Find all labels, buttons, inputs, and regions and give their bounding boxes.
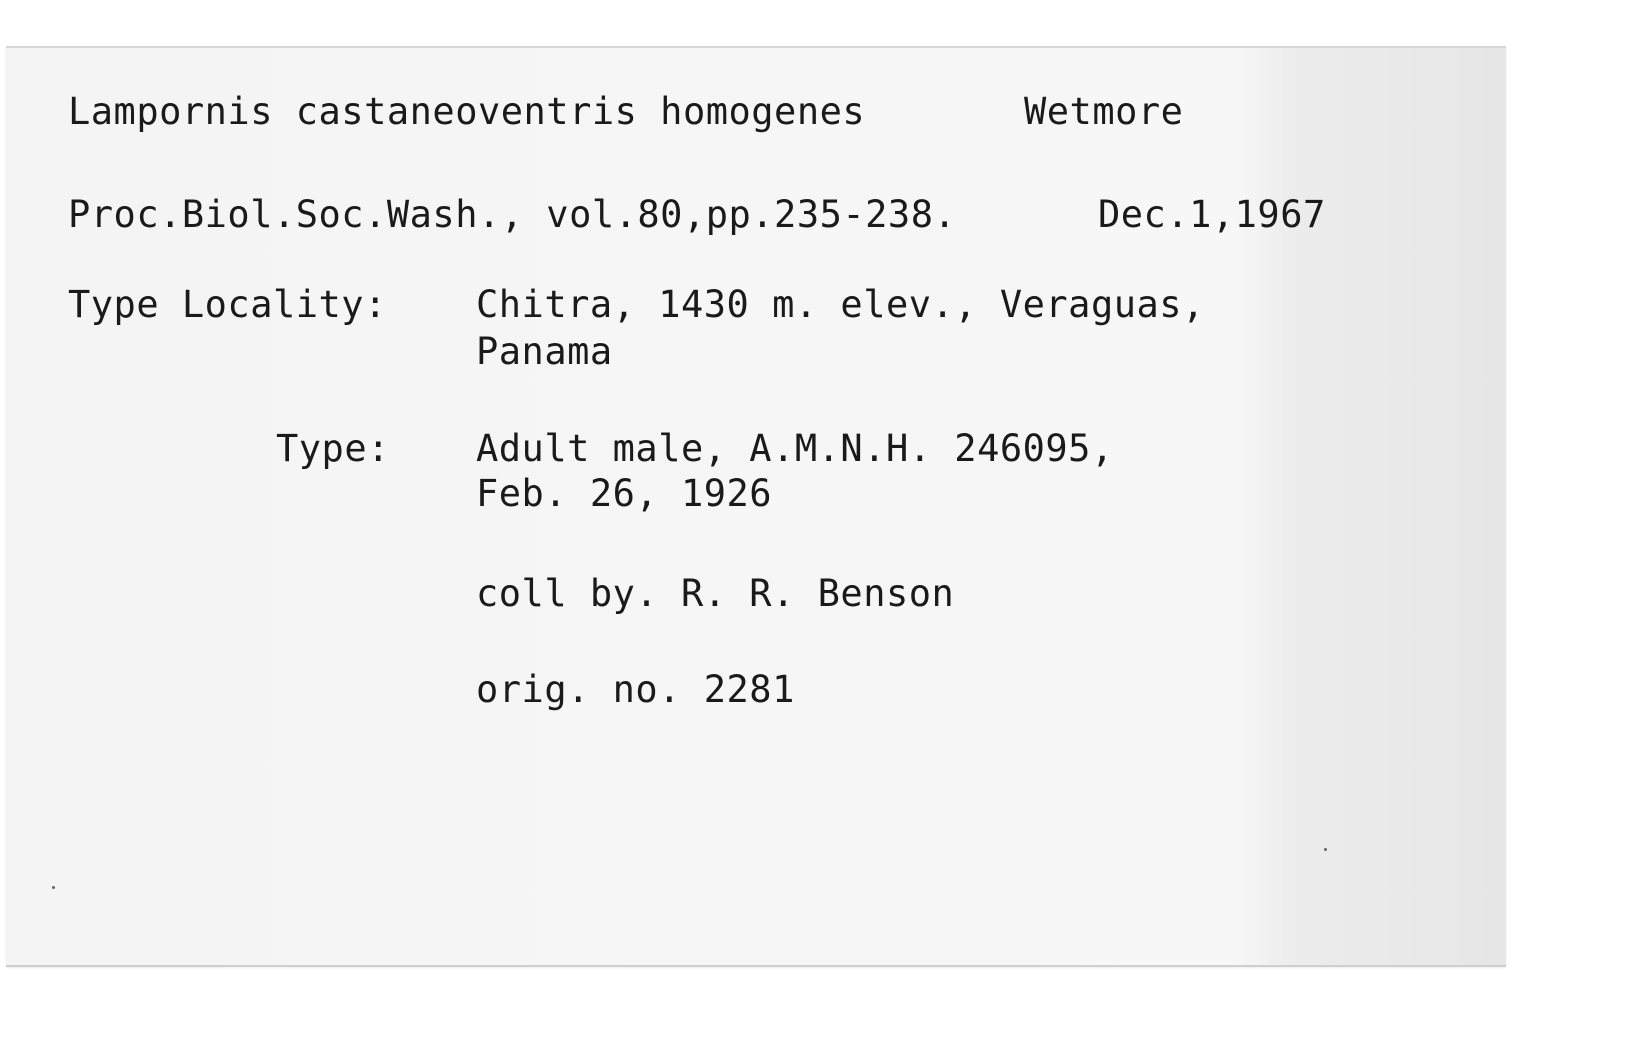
collector: coll by. R. R. Benson bbox=[476, 572, 955, 615]
original-number: orig. no. 2281 bbox=[476, 668, 795, 711]
species-author: Wetmore bbox=[1024, 90, 1184, 133]
type-locality-line2: Panama bbox=[476, 330, 613, 373]
type-line2: Feb. 26, 1926 bbox=[476, 472, 773, 515]
type-locality-label: Type Locality: bbox=[68, 283, 387, 326]
publication-date: Dec.1,1967 bbox=[1098, 193, 1326, 236]
citation: Proc.Biol.Soc.Wash., vol.80,pp.235-238. bbox=[68, 193, 957, 236]
type-label: Type: bbox=[276, 427, 390, 470]
species-name: Lampornis castaneoventris homogenes bbox=[68, 90, 866, 133]
dust-speck bbox=[1324, 848, 1327, 851]
index-card bbox=[6, 46, 1506, 967]
type-line1: Adult male, A.M.N.H. 246095, bbox=[476, 427, 1114, 470]
type-locality-line1: Chitra, 1430 m. elev., Veraguas, bbox=[476, 283, 1205, 326]
dust-speck bbox=[52, 886, 55, 889]
